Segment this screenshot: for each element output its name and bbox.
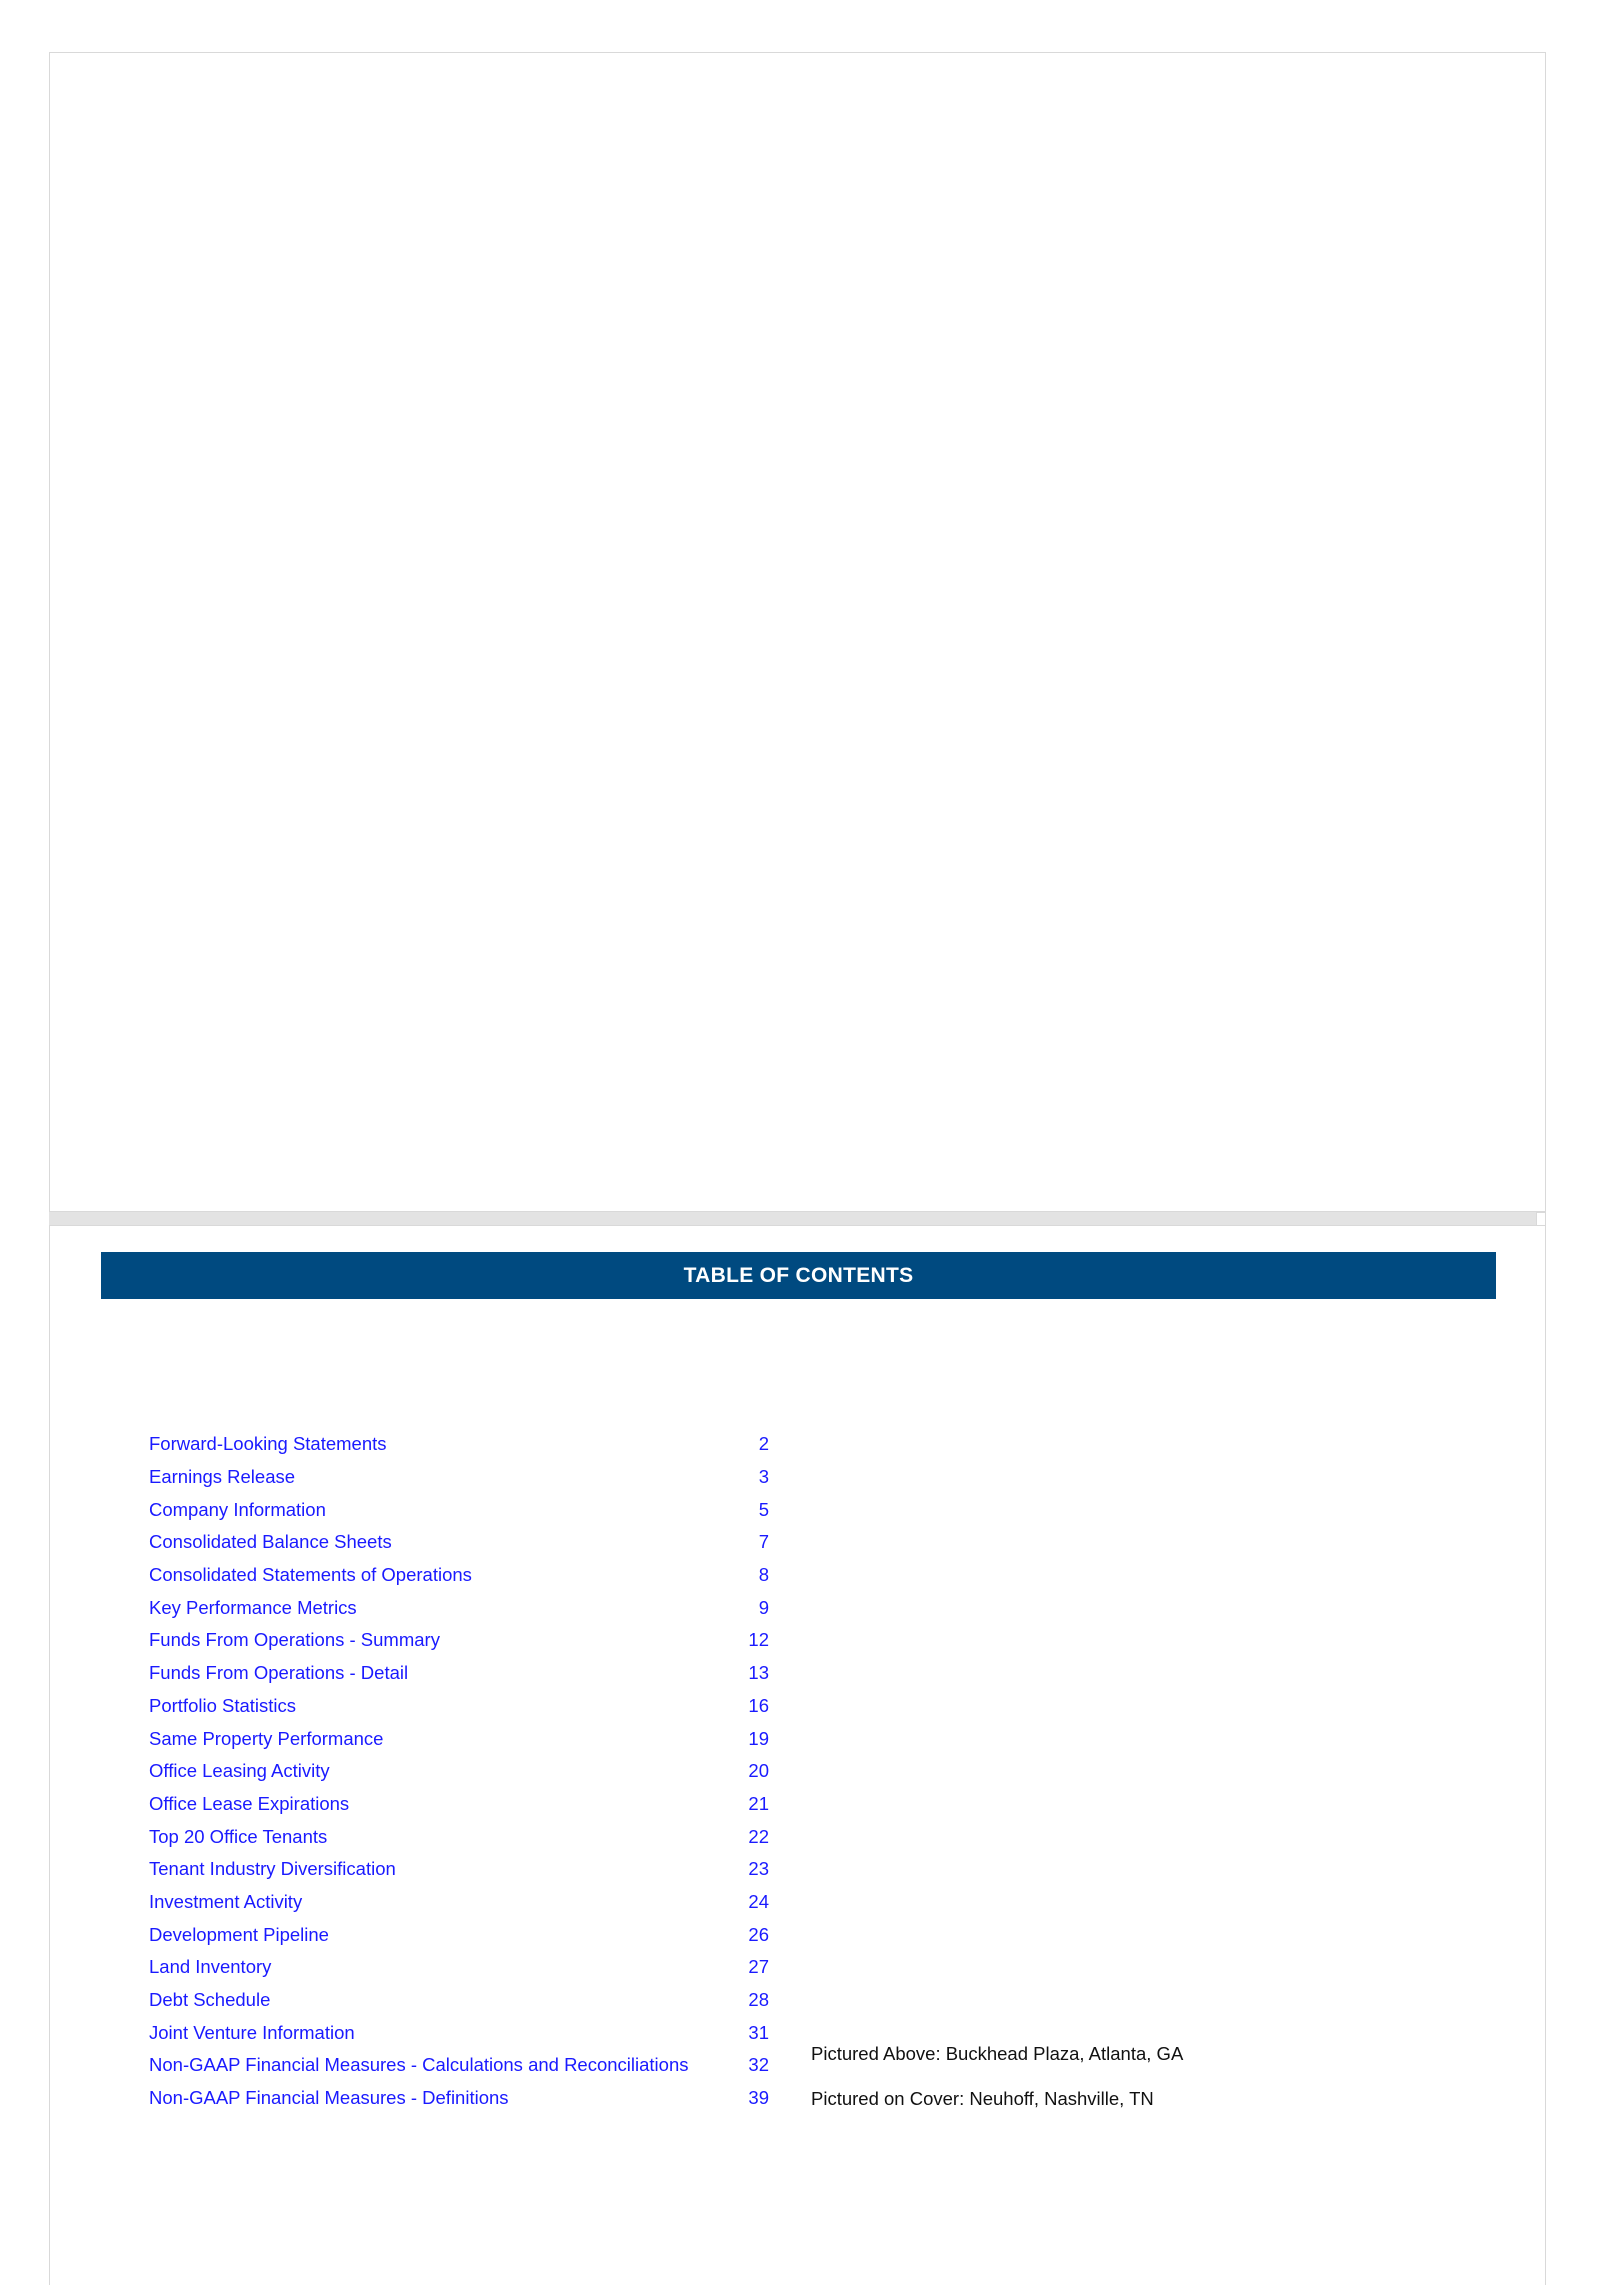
toc-link[interactable] [149,1591,769,1624]
toc-link[interactable] [149,1493,769,1526]
toc-page-number[interactable]: 23 [748,1858,769,1880]
toc-link-label[interactable]: Land Inventory [149,1956,272,1978]
toc-page-number[interactable]: 26 [748,1923,769,1945]
toc-link[interactable] [149,1428,769,1461]
toc-page-number[interactable]: 21 [748,1792,769,1814]
toc-link-label[interactable]: Forward-Looking Statements [149,1433,387,1455]
toc-page-number[interactable]: 16 [748,1694,769,1716]
toc-link-label[interactable]: Same Property Performance [149,1727,384,1749]
toc-link[interactable] [149,1526,769,1559]
toc-link[interactable] [149,1722,769,1755]
toc-page-number[interactable]: 27 [748,1956,769,1978]
toc-page-number[interactable]: 12 [748,1629,769,1651]
toc-page-number[interactable]: 24 [748,1890,769,1912]
toc-page-number[interactable]: 22 [748,1825,769,1847]
toc-page-number[interactable]: 19 [748,1727,769,1749]
toc-link[interactable] [149,1657,769,1690]
toc-page-number[interactable]: 3 [758,1466,769,1488]
toc-title: TABLE OF CONTENTS [683,1263,914,1287]
toc-link-label[interactable]: Portfolio Statistics [149,1694,297,1716]
toc-page-number[interactable]: 20 [748,1760,769,1782]
toc-link-label[interactable]: Investment Activity [149,1890,303,1912]
toc-link-label[interactable]: Tenant Industry Diversification [149,1858,396,1880]
caption-pictured-on-cover: Pictured on Cover: Neuhoff, Nashville, TN [811,2088,1154,2109]
toc-page-number[interactable]: 32 [748,2054,769,2076]
toc-link-label[interactable]: Debt Schedule [149,1989,271,2011]
toc-page-number[interactable]: 5 [758,1498,769,1520]
toc-link-label[interactable]: Non-GAAP Financial Measures - Calculations and Reconciliations [149,2054,689,2076]
toc-link-label[interactable]: Non-GAAP Financial Measures - Definitions [149,2087,509,2109]
toc-link[interactable] [149,1918,769,1951]
toc-link-label[interactable]: Funds From Operations - Summary [149,1629,440,1651]
toc-link[interactable] [149,1624,769,1657]
toc-link[interactable] [149,1984,769,2017]
toc-link[interactable] [149,1690,769,1723]
toc-link-label[interactable]: Key Performance Metrics [149,1596,357,1618]
toc-link-label[interactable]: Office Lease Expirations [149,1792,350,1814]
toc-page-number[interactable]: 2 [758,1433,769,1455]
toc-link-label[interactable]: Company Information [149,1498,326,1520]
toc-link[interactable] [149,1788,769,1821]
toc-link[interactable] [149,2082,769,2115]
toc-link[interactable] [149,1853,769,1886]
toc-link-label[interactable]: Consolidated Statements of Operations [149,1564,472,1586]
toc-link[interactable] [149,2016,769,2049]
toc-title-banner [101,1252,1496,1299]
caption-pictured-above: Pictured Above: Buckhead Plaza, Atlanta, GA [811,2043,1184,2064]
toc-link-label[interactable]: Funds From Operations - Detail [149,1662,409,1684]
toc-link-label[interactable]: Joint Venture Information [149,2021,355,2043]
toc-page-number[interactable]: 9 [758,1596,769,1618]
toc-link[interactable] [149,1820,769,1853]
toc-page-number[interactable]: 28 [748,1989,769,2011]
toc-page-number[interactable]: 13 [748,1662,769,1684]
toc-link[interactable] [149,1951,769,1984]
toc-page-number[interactable]: 31 [748,2021,769,2043]
toc-link-label[interactable]: Consolidated Balance Sheets [149,1531,392,1553]
toc-link[interactable] [149,1461,769,1494]
toc-link[interactable] [149,1559,769,1592]
page-separator-notch [1536,1212,1546,1225]
toc-link-label[interactable]: Top 20 Office Tenants [149,1825,328,1847]
toc-list [149,1428,769,2114]
toc-page-number[interactable]: 8 [758,1564,769,1586]
toc-link-label[interactable]: Office Leasing Activity [149,1760,330,1782]
toc-link-label[interactable]: Earnings Release [149,1466,296,1488]
toc-page-number[interactable]: 7 [758,1531,769,1553]
page-separator [49,1212,1539,1225]
toc-link-label[interactable]: Development Pipeline [149,1923,329,1945]
toc-link[interactable] [149,1755,769,1788]
toc-link[interactable] [149,2049,769,2082]
toc-link[interactable] [149,1886,769,1919]
cover-photo-frame [49,52,1546,1212]
toc-page-number[interactable]: 39 [748,2087,769,2109]
